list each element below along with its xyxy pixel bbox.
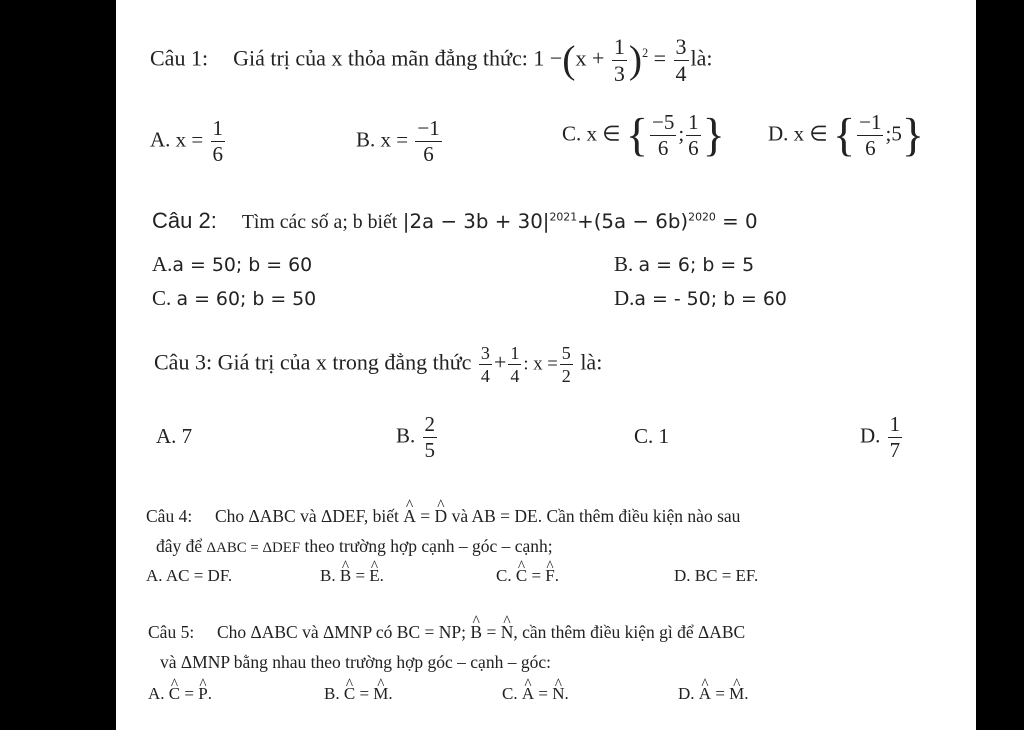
q4-option-b: B. ^ B = ^ E. bbox=[320, 566, 384, 586]
q4-stem-line1: Câu 4: Cho ΔABC và ΔDEF, biết ^ A = ^ D và AB = DE. Cần thêm điều kiện nào sau bbox=[146, 506, 740, 527]
q3-fraction-1: $\frac{3}{4}$ bbox=[480, 343, 490, 387]
q4-option-a: A. AC = DF. bbox=[146, 566, 233, 585]
q2-option-d: D.a = - 50; b = 60 bbox=[614, 286, 787, 310]
q5-option-d: D. ^ A = ^ M. bbox=[678, 684, 749, 704]
q1-paren-close: ) bbox=[628, 37, 643, 82]
q3-fraction-3: $\frac{5}{2}$ bbox=[561, 343, 571, 387]
angle-n: ^ N bbox=[501, 622, 514, 643]
worksheet-image bbox=[116, 0, 976, 730]
q1-equals: = bbox=[653, 45, 667, 71]
q1-x-plus: x + bbox=[575, 45, 605, 71]
q3-label: Câu 3: bbox=[154, 349, 213, 375]
q4-option-c: C. ^ C = ^ F. bbox=[496, 566, 559, 586]
q5-stem-line1: Câu 5: Cho ΔABC và ΔMNP có BC = NP; ^ B = ^ N, cần thêm điều kiện gì để ΔABC bbox=[148, 622, 745, 643]
q1-option-d: D. x ∈ { $\frac{-1}{6}$ ;5} bbox=[768, 109, 924, 161]
q1-stem bbox=[150, 36, 713, 85]
q1-option-b: B. x = $\frac{-1}{6}$ bbox=[356, 116, 440, 166]
q1-eq-prefix: 1 − bbox=[533, 45, 563, 71]
q2-label: Câu 2: bbox=[152, 208, 217, 233]
q4-option-d: D. BC = EF. bbox=[674, 566, 759, 585]
q2-option-c: C. a = 60; b = 50 bbox=[152, 286, 317, 310]
q3-option-a: A. 7 bbox=[156, 424, 193, 448]
q2-option-a: A.a = 50; b = 60 bbox=[152, 252, 313, 276]
q1-tail: là: bbox=[690, 45, 713, 71]
q4-label: Câu 4: bbox=[146, 506, 193, 526]
q5-label: Câu 5: bbox=[148, 622, 195, 642]
q1-paren-open: ( bbox=[562, 37, 576, 82]
angle-a: ^ A bbox=[403, 506, 416, 527]
q3-fraction-2: $\frac{1}{4}$ bbox=[510, 343, 520, 387]
q5-option-b: B. ^ C = ^ M. bbox=[324, 684, 393, 704]
q5-option-c: C. ^ A = ^ N. bbox=[502, 684, 569, 704]
q2-equation: $|2a - 3b + 30|^{2021}+(5a - 6b)^{2020} = 0$ bbox=[402, 210, 758, 233]
q5-stem-line2: và ΔMNP bằng nhau theo trường hợp góc – cạnh – góc: bbox=[160, 652, 551, 672]
q1-fraction-rhs: $\frac{3}{4}$ bbox=[675, 34, 687, 86]
q4-stem-line2: đây để ΔABC = ΔDEF theo trường hợp cạnh – góc – cạnh; bbox=[156, 536, 553, 556]
q1-power: 2 bbox=[642, 46, 649, 61]
q3-option-b: B. $\frac{2}{5}$ bbox=[396, 412, 436, 462]
q3-text: Giá trị của x trong đẳng thức bbox=[217, 349, 472, 375]
q2-stem bbox=[152, 208, 758, 234]
q5-option-a: A. ^ C = ^ P. bbox=[148, 684, 212, 704]
q1-option-a: A. x = $\frac{1}{6}$ bbox=[150, 116, 224, 166]
q3-option-c: C. 1 bbox=[634, 424, 670, 448]
angle-d: ^ D bbox=[435, 506, 448, 527]
q1-label: Câu 1: bbox=[150, 45, 209, 71]
q1-option-c: C. x ∈ { $\frac{-5}{6}$ ; $\frac{1}{6}$ } bbox=[562, 109, 725, 161]
q3-option-d: D. $\frac{1}{7}$ bbox=[860, 412, 901, 462]
q1-text: Giá trị của x thỏa mãn đẳng thức: bbox=[233, 45, 528, 71]
angle-b: ^ B bbox=[470, 622, 482, 643]
q2-text: Tìm các số a; b biết bbox=[241, 211, 398, 233]
q2-option-b: B. a = 6; b = 5 bbox=[614, 252, 755, 276]
q3-tail: là: bbox=[580, 349, 603, 375]
q1-fraction-one-third: $\frac{1}{3}$ bbox=[613, 34, 625, 86]
q3-stem: Câu 3: Giá trị của x trong đẳng thức $\frac{3}{4}$ + $\frac{1}{4}$ : x = $\frac{5}{2}$ là: bbox=[154, 343, 603, 387]
